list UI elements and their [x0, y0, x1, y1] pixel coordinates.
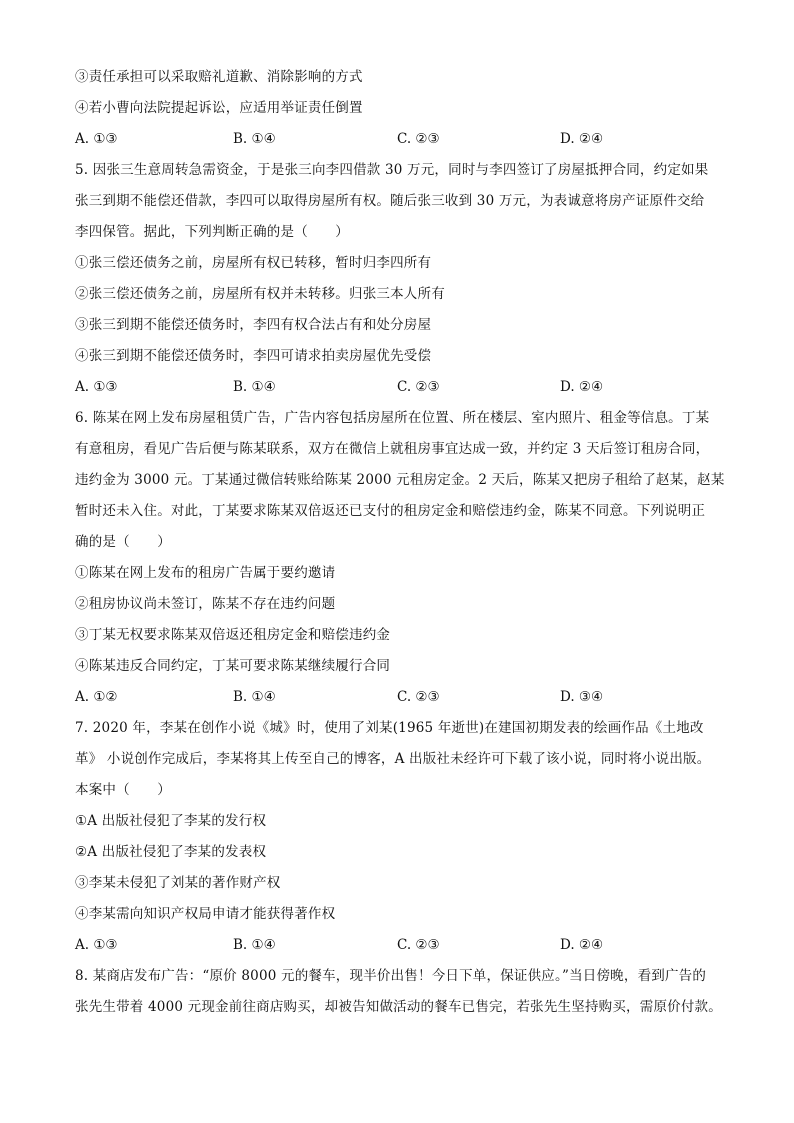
answer-options-row: [75, 124, 745, 155]
question-stem-line: 本案中（ ）: [75, 782, 171, 798]
choice-item-1: ①陈某在网上发布的租房广告属于要约邀请: [75, 565, 336, 581]
choice-item-3: ③张三到期不能偿还债务时，李四有权合法占有和处分房屋: [75, 317, 432, 333]
question-stem-line: 6. 陈某在网上发布房屋租赁广告，广告内容包括房屋所在位置、所在楼层、室内照片、租金等信息。丁某: [75, 410, 710, 426]
choice-item-2: ②张三偿还债务之前，房屋所有权并未转移。归张三本人所有: [75, 286, 445, 302]
option-b: B. ①④: [233, 379, 276, 395]
choice-item-4: ④张三到期不能偿还债务时，李四可请求拍卖房屋优先受偿: [75, 348, 432, 364]
option-a: A. ①③: [75, 131, 118, 147]
question-7: [75, 713, 745, 961]
exam-page: [75, 62, 745, 1023]
option-c: C. ②③: [397, 131, 440, 147]
question-stem-line: 张三到期不能偿还借款，李四可以取得房屋所有权。随后张三收到 30 万元，为表诚意将房产证原件交给: [75, 193, 705, 209]
choice-item-1: ①张三偿还债务之前，房屋所有权已转移，暂时归李四所有: [75, 255, 432, 271]
option-b: B. ①④: [233, 689, 276, 705]
question-stem-line: 革》 小说创作完成后，李某将其上传至自己的博客，A 出版社未经许可下载了该小说，同时将小说出版。: [75, 751, 711, 767]
question-stem-line: 违约金为 3000 元。丁某通过微信转账给陈某 2000 元租房定金。2 天后，陈某又把房子租给了赵某，赵某: [75, 472, 725, 488]
question-stem-line: 李四保管。据此，下列判断正确的是（ ）: [75, 224, 349, 240]
question-stem-line: 张先生带着 4000 元现金前往商店购买，却被告知做活动的餐车已售完，若张先生坚持购买，需原价付款。: [75, 999, 722, 1015]
answer-options-row: [75, 682, 745, 713]
question-stem-line: 暂时还未入住。对此，丁某要求陈某双倍返还已支付的租房定金和赔偿违约金，陈某不同意。下列说明正: [75, 503, 706, 519]
choice-item-3: ③李某未侵犯了刘某的著作财产权: [75, 875, 281, 891]
choice-item-1: ①A 出版社侵犯了李某的发行权: [75, 813, 267, 829]
option-b: B. ①④: [233, 131, 276, 147]
choice-item-4: ④李某需向知识产权局申请才能获得著作权: [75, 906, 336, 922]
question-6: [75, 403, 745, 713]
choice-item-2: ②租房协议尚未签订，陈某不存在违约问题: [75, 596, 336, 612]
question-stem-line: 确的是（ ）: [75, 534, 171, 550]
question-stem-line: 8. 某商店发布广告：“原价 8000 元的餐车，现半价出售！今日下单，保证供应。”当日傍晚，看到广告的: [75, 968, 707, 984]
answer-options-row: [75, 930, 745, 961]
option-c: C. ②③: [397, 689, 440, 705]
choice-item-2: ②A 出版社侵犯了李某的发表权: [75, 844, 267, 860]
option-d: D. ②④: [560, 131, 604, 147]
question-stem-line: 7. 2020 年，李某在创作小说《城》时，使用了刘某(1965 年逝世)在建国初期发表的绘画作品《土地改: [75, 720, 704, 736]
option-c: C. ②③: [397, 379, 440, 395]
option-d: D. ②④: [560, 379, 604, 395]
question-5: [75, 155, 745, 403]
option-a: A. ①③: [75, 937, 118, 953]
choice-item-3: ③丁某无权要求陈某双倍返还租房定金和赔偿违约金: [75, 627, 391, 643]
option-c: C. ②③: [397, 937, 440, 953]
option-b: B. ①④: [233, 937, 276, 953]
choice-item-4: ④陈某违反合同约定，丁某可要求陈某继续履行合同: [75, 658, 391, 674]
option-d: D. ②④: [560, 937, 604, 953]
answer-options-row: [75, 372, 745, 403]
option-a: A. ①③: [75, 379, 118, 395]
choice-item-4: ④若小曹向法院提起诉讼，应适用举证责任倒置: [75, 100, 363, 116]
question-stem-line: 5. 因张三生意周转急需资金，于是张三向李四借款 30 万元，同时与李四签订了房屋抵押合同，约定如果: [75, 162, 709, 178]
option-d: D. ③④: [560, 689, 604, 705]
question-8: [75, 961, 745, 1023]
option-a: A. ①②: [75, 689, 118, 705]
choice-item-3: ③责任承担可以采取赔礼道歉、消除影响的方式: [75, 69, 363, 85]
question-stem-line: 有意租房，看见广告后便与陈某联系，双方在微信上就租房事宜达成一致，并约定 3 天后签订租房合同，: [75, 441, 710, 457]
